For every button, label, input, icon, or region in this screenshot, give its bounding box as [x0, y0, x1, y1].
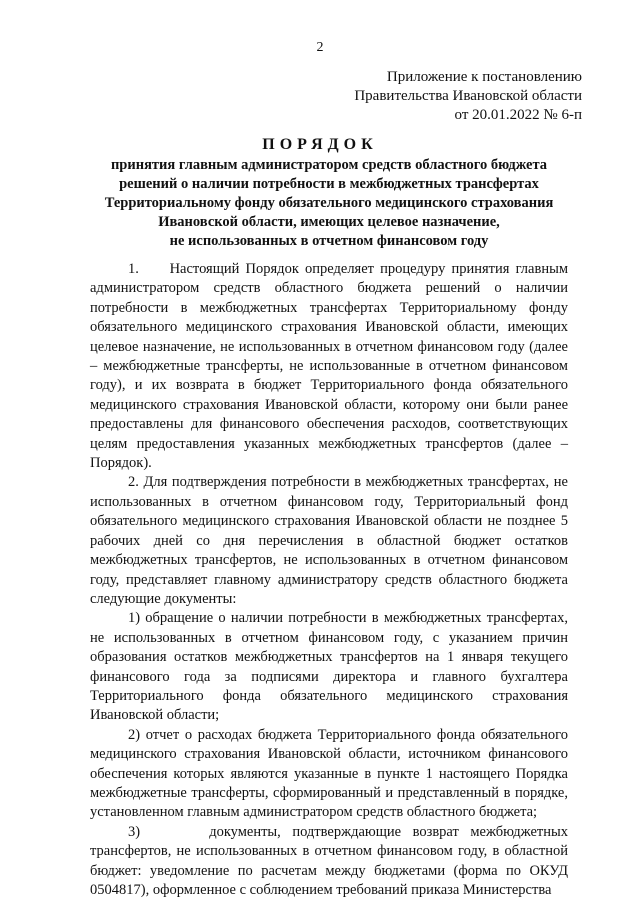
- subtitle-line: Территориальному фонду обязательного медицинского страхования: [104, 195, 554, 211]
- paragraph-2-item-1: 1) обращение о наличии потребности в межбюджетных трансфертах, не использованных в отчетном финансовом году, с указанием причин образования остатков межбюджетных трансфертов на 1 января текущего финансового года за подписями директора и главного бухгалтера Территориального фонда обязательного медицинского страхования Ивановской области;: [90, 610, 568, 724]
- approval-line-1: Приложение к постановлению: [386, 69, 582, 85]
- subtitle-line: Ивановской области, имеющих целевое назначение,: [158, 214, 500, 230]
- approval-line-3: от 20.01.2022 № 6-п: [454, 107, 582, 123]
- document-subtitle: [90, 156, 568, 251]
- page-number: 2: [316, 40, 324, 55]
- paragraph-2-item-2: 2) отчет о расходах бюджета Территориального фонда обязательного медицинского страхования Ивановской области, источником финансового обеспечения которых являются указанные в пункте 1 настоящего Порядка межбюджетные трансферты, сформированный и представленный в порядке, установленном главным администратором средств областного бюджета;: [90, 726, 568, 821]
- approval-line-2: Правительства Ивановской области: [354, 88, 582, 104]
- paragraph-1: 1. Настоящий Порядок определяет процедуру принятия главным администратором средств областного бюджета решений о наличии потребности в межбюджетных трансфертах Территориальному фонду обязательного медицинского страхования Ивановской области, имеющих целевое назначение, не использованных в отчетном финансовом году (далее – межбюджетные трансферты, не использованные в отчетном финансовом году), и их возврата в бюджет Территориального фонда обязательного медицинского страхования Ивановской области, которому они были ранее предоставлены для финансового обеспечения расходов, соответствующих целям предоставления указанных межбюджетных трансфертов (далее – Порядок).: [90, 261, 568, 472]
- paragraph-2: 2. Для подтверждения потребности в межбюджетных трансфертах, не использованных в отчетном финансовом году, Территориальный фонд обязательного медицинского страхования Ивановской области не позднее 5 рабочих дней со дня перечисления в областной бюджет остатков межбюджетных трансфертов, не использованных в отчетном финансовом году, представляет главному администратору средств областного бюджета следующие документы:: [90, 474, 568, 607]
- approval-block: [354, 68, 582, 125]
- document-body: [90, 260, 568, 900]
- subtitle-line: решений о наличии потребности в межбюджетных трансфертах: [119, 176, 539, 192]
- document-title: ПОРЯДОК: [262, 136, 378, 153]
- paragraph-2-item-3: 3) документы, подтверждающие возврат межбюджетных трансфертов, не использованных в отчетном финансовом году, в областной бюджет: уведомление по расчетам между бюджетами (форма по ОКУД 0504817), оформленное с соблюдением требований приказа Министерства: [90, 823, 568, 898]
- subtitle-line: не использованных в отчетном финансовом году: [169, 233, 489, 249]
- subtitle-line: принятия главным администратором средств областного бюджета: [110, 157, 548, 173]
